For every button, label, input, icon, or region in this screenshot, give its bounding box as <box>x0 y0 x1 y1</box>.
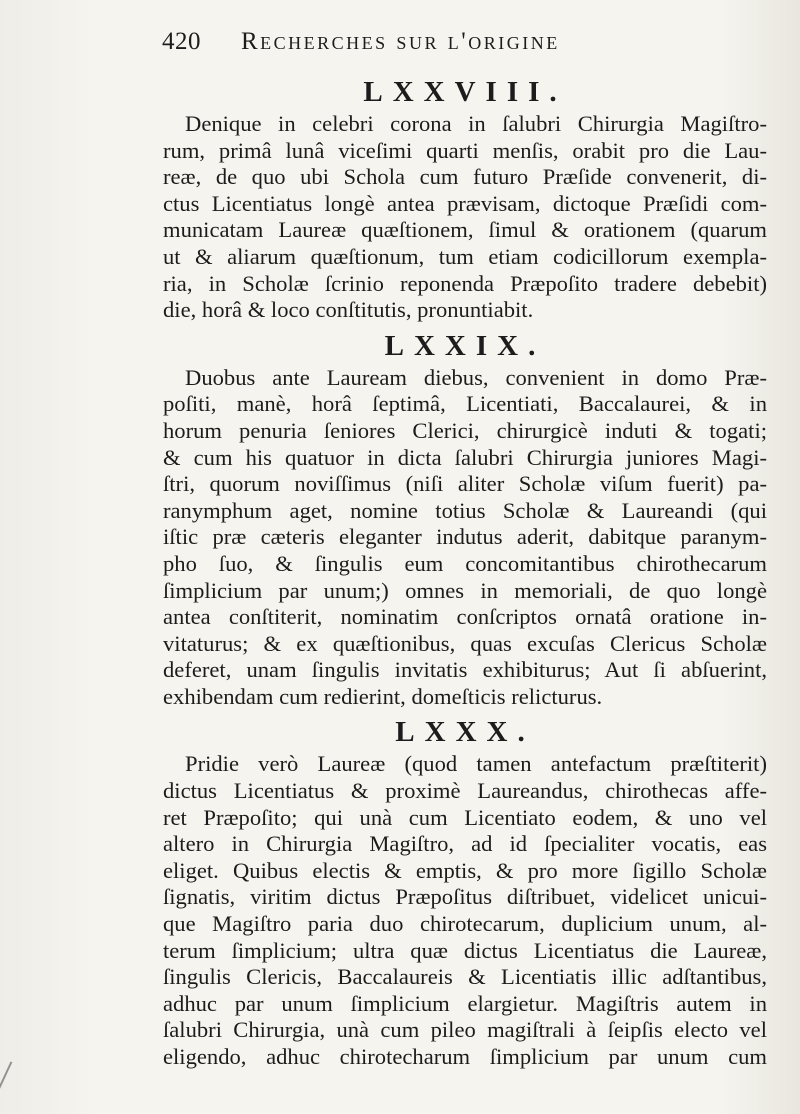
text-line: vitaturus; & ex quæſtionibus, quas excuſas Clericus Scholæ <box>163 630 767 656</box>
text-line: horum penuria ſeniores Clerici, chirurgicè induti & togati; <box>163 417 767 443</box>
text-line: Pridie verò Laureæ (quod tamen antefactum præſtiterit) <box>185 751 767 777</box>
section-title: LXXIX. <box>384 329 546 362</box>
running-title: Recherches sur l'origine <box>241 28 560 55</box>
text-line: adhuc par unum ſimplicium elargietur. Magiſtris autem in <box>163 990 767 1016</box>
page-body <box>163 70 767 1071</box>
text-line: altero in Chirurgia Magiſtro, ad id ſpecialiter vocatis, eas <box>163 831 767 857</box>
text-line: ut & aliarum quæſtionum, tum etiam codicillorum exempla- <box>163 243 767 269</box>
text-line: die, horâ & loco conſtitutis, pronuntiabit. <box>163 297 534 323</box>
page-edge-mark <box>0 1061 12 1098</box>
text-line: ſtri, quorum noviſſimus (niſi aliter Scholæ viſum fuerit) pa- <box>163 471 767 497</box>
section <box>163 76 767 324</box>
text-line: municatam Laureæ quæſtionem, ſimul & orationem (quarum <box>163 217 767 243</box>
text-line: & cum his quatuor in dicta ſalubri Chirurgia juniores Magi- <box>163 444 767 470</box>
section <box>163 330 767 711</box>
text-line: ſimplicium par unum;) omnes in memoriali, de quo longè <box>163 577 767 603</box>
text-line: eligendo, adhuc chirotecharum ſimplicium par unum cum <box>163 1044 767 1069</box>
text-line: eliget. Quibus electis & emptis, & pro more ſigillo Scholæ <box>163 857 767 883</box>
text-line: terum ſimplicium; ultra quæ dictus Licentiatus die Laureæ, <box>163 937 767 963</box>
text-line: reæ, de quo ubi Schola cum futuro Præſide convenerit, di- <box>163 164 767 190</box>
text-line: ſingulis Clericis, Baccalaureis & Licentiatis illic adſtantibus, <box>163 964 767 990</box>
text-line: ret Præpoſito; qui unà cum Licentiato eodem, & uno vel <box>163 804 767 830</box>
text-line: ria, in Scholæ ſcrinio reponenda Præpoſito tradere debebit) <box>163 270 767 296</box>
text-line: ranymphum aget, nomine totius Scholæ & Laureandi (qui <box>163 497 767 523</box>
text-line: Denique in celebri corona in ſalubri Chirurgia Magiſtro- <box>185 111 767 136</box>
text-line: dictus Licentiatus & proximè Laureandus, chirothecas affe- <box>163 778 767 804</box>
text-line: exhibendam cum redierint, domeſticis relicturus. <box>163 683 603 709</box>
section-title: LXXVIII. <box>363 76 567 108</box>
page-number: 420 <box>162 28 201 55</box>
text-line: poſiti, manè, horâ ſeptimâ, Licentiati, Baccalaurei, & in <box>163 391 767 417</box>
text-line: pho ſuo, & ſingulis eum concomitantibus chirothecarum <box>163 550 767 576</box>
text-line: ſignatis, viritim dictus Præpoſitus diſtribuet, videlicet unicui- <box>163 884 767 910</box>
section-title: LXXX. <box>395 716 535 749</box>
text-line: rum, primâ lunâ viceſimi quarti menſis, orabit pro die Lau- <box>163 137 767 163</box>
text-line: deferet, unam ſingulis invitatis exhibiturus; Aut ſi abſuerint, <box>163 657 767 683</box>
text-line: ſalubri Chirurgia, unà cum pileo magiſtrali à ſeipſis electo vel <box>163 1017 767 1043</box>
running-head <box>162 28 762 62</box>
text-line: iſtic præ cæteris eleganter indutus aderit, dabitque paranym- <box>163 524 767 550</box>
text-line: que Magiſtro paria duo chirotecarum, duplicium unum, al- <box>163 911 767 937</box>
section <box>163 716 767 1070</box>
text-line: Duobus ante Lauream diebus, convenient in domo Præ- <box>185 364 767 390</box>
text-line: antea conſtiterit, nominatim conſcriptos ornatâ oratione in- <box>163 604 767 630</box>
text-line: ctus Licentiatus longè antea prævisam, dictoque Præſidi com- <box>163 190 767 216</box>
